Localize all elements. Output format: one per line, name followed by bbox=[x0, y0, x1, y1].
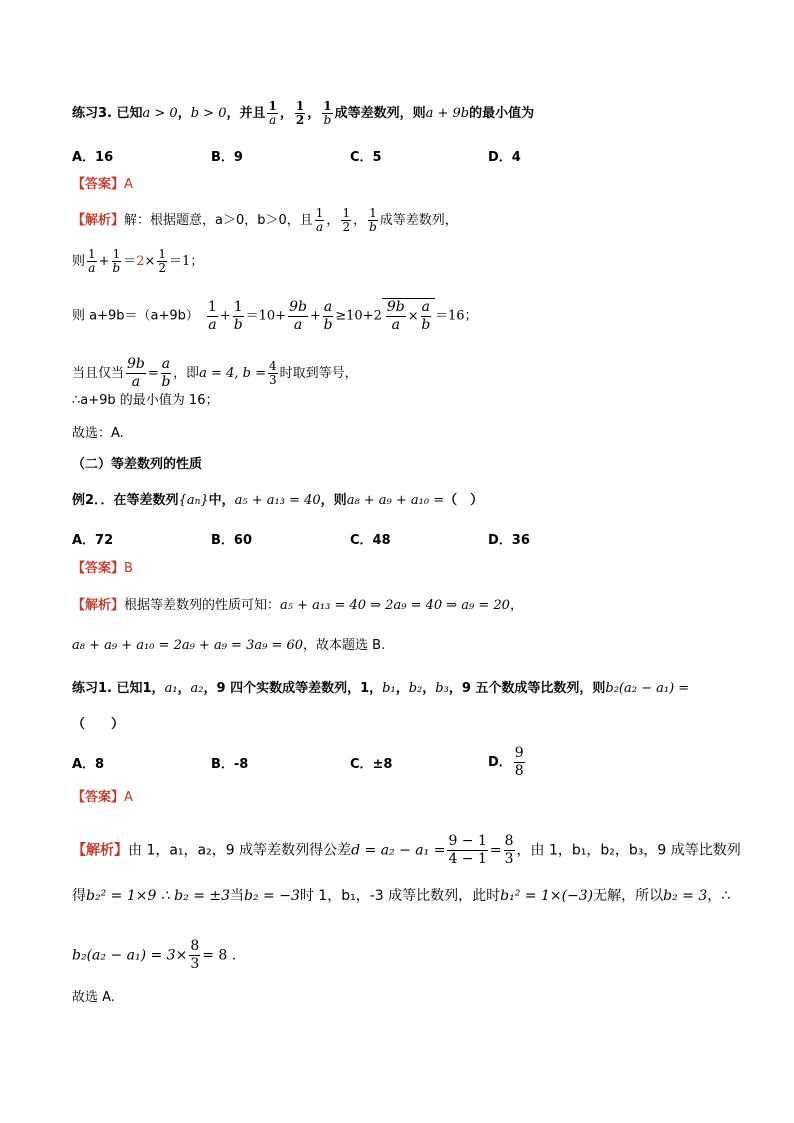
ex3-option-b: B．9 bbox=[211, 150, 243, 165]
ex1-answer: 【答案】A bbox=[72, 790, 133, 805]
ex1-option-d: D． $\frac{9}{8}$ bbox=[488, 745, 524, 779]
ex3-analysis-line-4: 当且仅当 $\frac{9b}{a}$ = $\frac{a}{b}$ ，即a = 4, b = $\frac{4}{3}$ 时取到等号， bbox=[72, 356, 358, 390]
ex3-analysis-line-1: 【解析】解：根据题意，a＞0，b＞0，且 $\frac{1}{a}$ ， $\frac{1}{2}$ ， $\frac{1}{b}$ 成等差数列， bbox=[72, 206, 458, 234]
example-2-question: 例2．．在等差数列{an}中，a₅ + a₁₃ = 40，则a₈ + a₉ + a₁₀ =（ ） bbox=[72, 493, 484, 508]
ex2-analysis-line-1: 【解析】根据等差数列的性质可知：a₅ + a₁₃ = 40 ⇒ 2a₉ = 40 ⇒ a₉ = 20， bbox=[72, 598, 523, 613]
example-2-title: 例2．．在等差数列 bbox=[72, 493, 179, 508]
ex2-answer: 【答案】B bbox=[72, 561, 133, 576]
answer-value: A bbox=[124, 177, 133, 192]
ex2-option-c: C．48 bbox=[350, 533, 391, 548]
ex1-analysis-line-4: 故选 A. bbox=[72, 990, 115, 1005]
analysis-label: 【解析】 bbox=[72, 213, 125, 228]
exercise-3-title: 练习3. 已知 bbox=[72, 106, 143, 121]
ex3-analysis-line-3: 则 a+9b＝（a+9b） $\frac{1}{a}$ + $\frac{1}{b}$ ＝10+ $\frac{9b}{a}$ + $\frac{a}{b}$ ≥10+2 $\frac{9b}{a}$ × $\frac{a}{b}$ ＝16； bbox=[72, 298, 478, 333]
fraction-1-over-b: $\frac{1}{b}$ bbox=[323, 99, 332, 127]
ex1-option-a: A．8 bbox=[72, 757, 105, 772]
ex2-option-d: D．36 bbox=[488, 533, 530, 548]
expression-a-plus-9b: a + 9b bbox=[425, 106, 470, 121]
exercise-3-question: 练习3. 已知a > 0，b > 0，并且 $\frac{1}{a}$ ， $\frac{1}{2}$ ， $\frac{1}{b}$ 成等差数列，则a + 9b的最小值为 bbox=[72, 99, 535, 127]
ex3-option-c: C．5 bbox=[350, 150, 382, 165]
exercise-1-paren: （ ） bbox=[72, 717, 125, 732]
ex3-answer bbox=[72, 176, 133, 194]
ex1-option-b: B．-8 bbox=[211, 757, 249, 772]
ex1-analysis-line-3: b₂(a₂ − a₁) = 3× $\frac{8}{3}$ = 8 . bbox=[72, 938, 237, 972]
ex3-option-d: D．4 bbox=[488, 150, 521, 165]
section-title: （二）等差数列的性质 bbox=[72, 457, 203, 472]
ex2-analysis-line-2: a₈ + a₉ + a₁₀ = 2a₉ + a₉ = 3a₉ = 60，故本题选 B. bbox=[72, 638, 386, 653]
exercise-1-title: 练习1. 已知1， bbox=[72, 681, 165, 696]
ex1-analysis-line-2: 得b₂² = 1×9 ∴ b₂ = ±3当b₂ = −3时 1，b₁，-3 成等比数列，此时b₁² = 1×(−3)无解，所以b₂ = 3，∴ bbox=[72, 888, 731, 904]
ex2-option-a: A．72 bbox=[72, 533, 114, 548]
fraction-1-over-a: $\frac{1}{a}$ bbox=[268, 99, 277, 127]
exercise-1-question: 练习1. 已知1，a₁，a₂，9 四个实数成等差数列，1，b₁，b₂，b₃，9 五个数成等比数列，则b₂(a₂ − a₁) = bbox=[72, 681, 690, 696]
answer-label: 【答案】 bbox=[72, 177, 125, 192]
ex3-analysis-line-6: 故选：A. bbox=[72, 426, 124, 441]
ex1-option-c: C．±8 bbox=[350, 757, 393, 772]
fraction-1-over-2: $\frac{1}{2}$ bbox=[295, 99, 305, 127]
ex1-analysis-line-1: 【解析】由 1，a₁，a₂，9 成等差数列得公差d = a₂ − a₁ = $\frac{9 - 1}{4 - 1}$ = $\frac{8}{3}$ ，由 1，b₁，b₂，b₃，9 成等比数列 bbox=[72, 833, 741, 867]
ex3-option-a: A．16 bbox=[72, 150, 114, 165]
ex3-analysis-line-2: 则 $\frac{1}{a}$ + $\frac{1}{b}$ ＝2× $\frac{1}{2}$ ＝1； bbox=[72, 247, 204, 275]
ex2-option-b: B．60 bbox=[211, 533, 252, 548]
ex3-analysis-line-5: ∴a+9b 的最小值为 16； bbox=[72, 393, 219, 408]
